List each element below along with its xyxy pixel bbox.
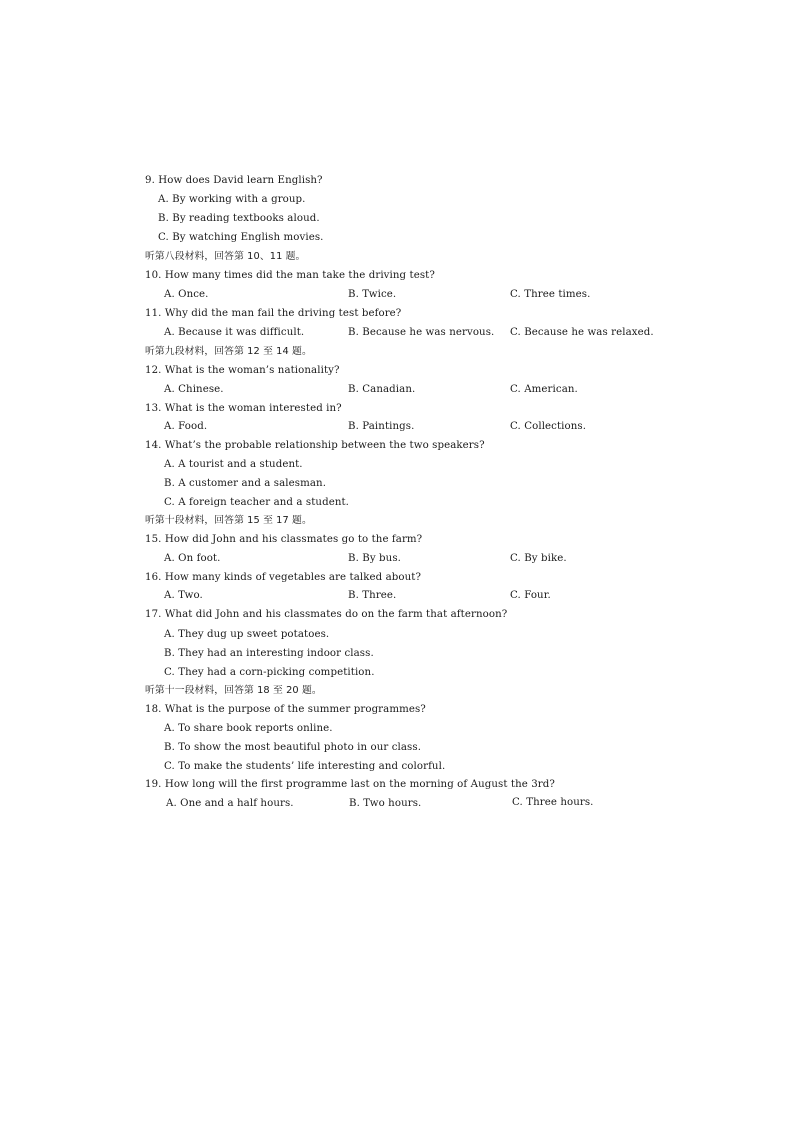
question-10-option-b: B. Twice. [348, 289, 397, 300]
question-17-option-c: C. They had a corn-picking competition. [164, 667, 375, 678]
question-14: 14. What’s the probable relationship between the two speakers? [145, 440, 485, 451]
question-19-option-a: A. One and a half hours. [166, 798, 294, 809]
question-18-option-a: A. To share book reports online. [164, 723, 333, 734]
question-15: 15. How did John and his classmates go to the farm? [145, 534, 423, 545]
question-13-option-a: A. Food. [164, 421, 208, 432]
question-9-option-c: C. By watching English movies. [158, 232, 324, 243]
question-9: 9. How does David learn English? [145, 175, 323, 186]
section-10-instruction: 听第十段材料，回答第 15 至 17 题。 [145, 515, 312, 526]
question-18-option-c: C. To make the students’ life interesting and colorful. [164, 761, 446, 772]
question-15-option-b: B. By bus. [348, 553, 401, 564]
section-9-instruction: 听第九段材料，回答第 12 至 14 题。 [145, 346, 312, 357]
question-10: 10. How many times did the man take the driving test? [145, 270, 435, 281]
question-17: 17. What did John and his classmates do on the farm that afternoon? [145, 609, 508, 620]
question-16: 16. How many kinds of vegetables are talked about? [145, 572, 422, 583]
section-8-instruction: 听第八段材料，回答第 10、11 题。 [145, 251, 306, 262]
question-19-option-c: C. Three hours. [512, 797, 594, 808]
question-14-option-b: B. A customer and a salesman. [164, 478, 327, 489]
question-15-option-a: A. On foot. [164, 553, 221, 564]
question-12-option-b: B. Canadian. [348, 384, 416, 395]
question-16-option-a: A. Two. [164, 590, 203, 601]
section-11-instruction: 听第十一段材料，回答第 18 至 20 题。 [145, 685, 322, 696]
question-11-option-a: A. Because it was difficult. [164, 327, 305, 338]
question-11: 11. Why did the man fail the driving test before? [145, 308, 402, 319]
question-12-option-c: C. American. [510, 384, 578, 395]
question-17-option-a: A. They dug up sweet potatoes. [164, 629, 330, 640]
question-11-option-b: B. Because he was nervous. [348, 327, 495, 338]
question-17-option-b: B. They had an interesting indoor class. [164, 648, 374, 659]
question-14-option-a: A. A tourist and a student. [164, 459, 303, 470]
question-16-option-b: B. Three. [348, 590, 397, 601]
question-12: 12. What is the woman’s nationality? [145, 365, 340, 376]
question-9-option-a: A. By working with a group. [158, 194, 306, 205]
question-14-option-c: C. A foreign teacher and a student. [164, 497, 350, 508]
question-19-option-b: B. Two hours. [349, 798, 422, 809]
question-13-option-c: C. Collections. [510, 421, 587, 432]
question-18: 18. What is the purpose of the summer programmes? [145, 704, 426, 715]
question-12-option-a: A. Chinese. [164, 384, 224, 395]
question-10-option-a: A. Once. [164, 289, 209, 300]
question-10-option-c: C. Three times. [510, 289, 591, 300]
question-19: 19. How long will the first programme last on the morning of August the 3rd? [145, 779, 555, 790]
question-16-option-c: C. Four. [510, 590, 551, 601]
question-13: 13. What is the woman interested in? [145, 403, 342, 414]
question-13-option-b: B. Paintings. [348, 421, 415, 432]
question-18-option-b: B. To show the most beautiful photo in our class. [164, 742, 422, 753]
question-9-option-b: B. By reading textbooks aloud. [158, 213, 320, 224]
question-15-option-c: C. By bike. [510, 553, 567, 564]
question-11-option-c: C. Because he was relaxed. [510, 327, 654, 338]
